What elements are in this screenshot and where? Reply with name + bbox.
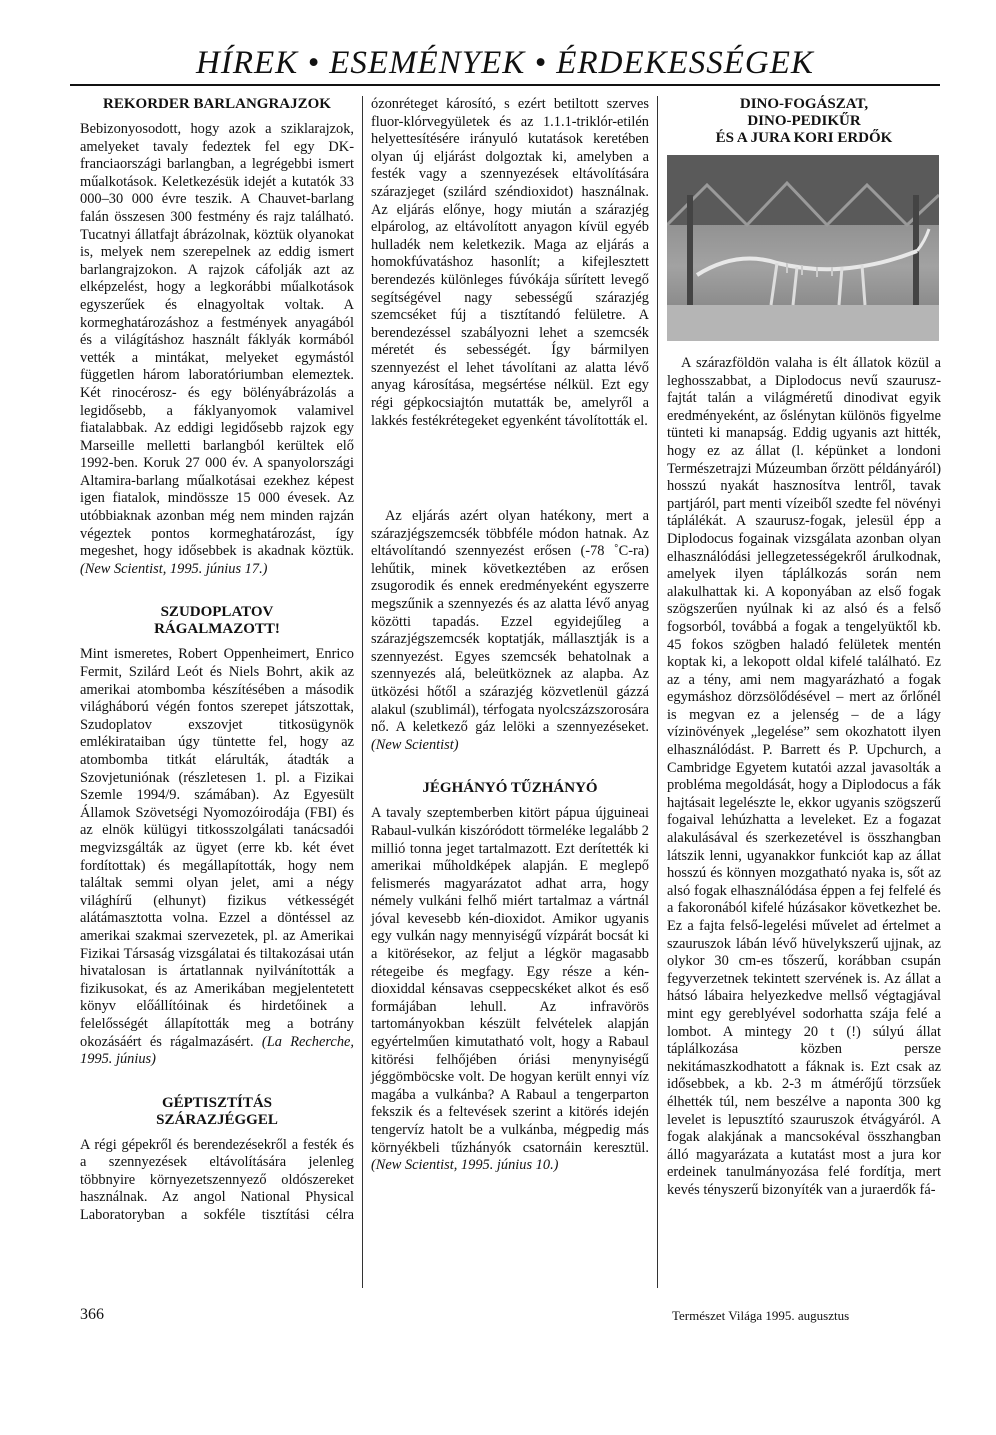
diplodocus-skeleton-photo <box>667 155 939 341</box>
museum-hall-image <box>667 155 939 341</box>
column-divider <box>657 96 658 1288</box>
article-body-jeghanyo: A tavaly szeptemberben kitört pápua újguineai Rabaul-vulkán kiszóródott törmeléke legalább 2 millió tonna jeget tartalmazott. Ezt derítették ki amerikai műholdképek alapján. E meglepő felismerés magyarázatot adhat arra, hogy némely vulkáni felhő miért tartalmaz a vártnál jóval kevesebb kén-dioxidot. Amikor ugyanis egy vulkán nagy mennyiségű vízpárát bocsát ki a kitörésekor, az feljut a légkör magasabb rétegeibe és megfagy. Egy része a kén-dioxiddal kénsavas cseppecskéket alkot és eső formájában lehull. Az infravörös tartományokban készült felvételek alapján egyértelműen kimutatható volt, hogy a Rabaul kitörési felhőjében óriási menynyiségű jéggömböcske volt. De hogyan került ennyi víz magába a vulkánba? A Rabaul a tengerparton fekszik és a feltevések szerint a kitörés idején tengervíz hatolt be a vulkánba, mégpedig más környékbeli tűzhányók csatornáin keresztül. (New Scientist, 1995. június 10.) <box>371 805 649 1174</box>
article-body-rekorder: Bebizonyosodott, hogy azok a sziklarajzok, amelyeket tavaly fedeztek fel egy DK-franciaországi barlangban, a legrégebbi ismert műalkotások. Keletkezésük idejét a kutatók 33 000–30 000 évre teszik. A Chauvet-barlang falán összesen 300 festmény és rajz található. Tucatnyi állatfajt ábrázolnak, köztük olyanokat is, melyek nem szerepelnek az eddig ismert barlangrajzokon. A rajzok cáfolják azt az elképzelést, hogy a legkorábbi műalkotások egyszerűek és elnagyoltak voltak. A kormeghatározáshoz a festmények anyagából és a világításhoz használt fáklyák kormából vették a mintákat, melyeket egymástól független három laboratóriumban elemeztek. Két rinocérosz- és egy bölényábrázolás a legidősebb, a fáklyanyomok valamivel fiatalabbak. Az eddigi legidősebb rajzok egy Marseille melletti barlangból kerültek elő 1992-ben. Koruk 27 000 év. A spanyolországi Altamira-barlang műalkotásai ezekhez képest igen fiatalok, mindössze 15 000 évesek. Az utóbbiaknak azonban még nem minden rajzán végeztek pontos kormeghatározást, így megeshet, hogy idősebbek is akadnak köztük. (New Scientist, 1995. június 17.) <box>80 121 354 577</box>
article-source: (New Scientist, 1995. június 10.) <box>371 1157 559 1174</box>
article-title-dino: DINO-FOGÁSZAT, DINO-PEDIKŰR ÉS A JURA KORI ERDŐK <box>715 96 893 146</box>
article-source: (New Scientist, 1995. június 17.) <box>80 560 268 577</box>
journal-footer: Természet Világa 1995. augusztus <box>672 1308 850 1323</box>
article-title-rekorder: REKORDER BARLANGRAJZOK <box>103 96 331 112</box>
article-body-dino: A szárazföldön valaha is élt állatok közül a leghosszabbat, a Diplodocus nevű szaurusz-fajtát talán a világméretű dinodivat egyik eredményeként, az őslénytan különös figyelme tünteti ki manapság. Eddig ugyanis azt hitték, hogy ez az állat (l. képünket a londoni Természetrajzi Múzeumban őrzött példányáról) hosszú nyakát hasznosítva lentről, tavak partjáról, part menti vízeiből szedte fel növényi táplálékát. A szaurusz-fogak, jelesül épp a Diplodocus fogainak vizsgálata azonban olyan elhasználódási jellegzetességekről árulkodnak, amelyek ilyen táplálkozás során nem alakulhattak ki. A koponyában az első fogak szögszerűen nyúlnak ki az alsó és a felső fogsorból, továbbá a fogak a tengelyüktől kb. 45 fokos szögben haladó felületek mentén koptak ki, a lekopott oldal kifelé található. Ez az a tény, ami nem magyarázható a fogak egymáshoz dörzsölődésével – mert az őrlőnél is megvan ez a jelenség – de a lágy vízinövények „legelése” sem okozhatott ilyen elhasználódást. P. Barrett és P. Upchurch, a Cambridge Egyetem kutatói azzal javasolták a probléma megoldását, hogy a Diplodocus a fák hajtásait legelészte le, ekkor ugyanis szögszerű fogaival lehúzhatta a leveleket. Ez a fogazat alakulásával és szerkezetével is összhangban látszik lenni, ugyanakkor funkciót kap az állat hosszú és könnyen mozgatható nyaka is, sőt az alsó fogak elhasználódása éppen a fej felfelé és a fakoronából kifelé húzásakor következhet be. Ez a fajta felső-legelési művelet ad értelmet a szauruszok lábán lévő hüvelykszerű ujjnak, az olykor 30 cm-es tőszerű, korábban csupán fegyverzetnek tekintett szervének is. Az állat a hátsó lábaira helyezkedve mellső végtagjával mint egy gereblyével sodorhatta szája felé a lombot. A mintegy 20 t (!) súlyú állat táplálkozása közben persze nekitámaszkodhatott a fáknak is. Ezt csak az idősebbek, a kb. 2-3 m átmérőjű törzsűek élhették túl, nem beszélve a naponta 300 kg levelet is lepusztító szauruszok étvágyáról. A fogak alakjának a mancsokéval összhangban álló magyarázata a kutatást most a jura kor erdeinek tanulmányozása felé fordítja, mert kevés tényszerű bizonyíték van a juraerdők fá- <box>667 355 941 1198</box>
article-body-geptisztitas-continued: ózonréteget károsító, s ezért betiltott szerves fluor-klórvegyületek és az 1.1.1-triklór-etilén helyettesítésére irányuló kutatások keretében olyan új eljárást dolgoztak ki, amelyben a festék vagy a szennyezések eltávolítására szárazjeget (szilárd széndioxidot) használnak. Az eljárás előnye, hogy miután a szárazjég elpárolog, az eltávolított anyagon kívül egyéb hulladék nem keletkezik. Maga az eljárás a homokfúvatáshoz hasonlít; a kifejlesztett berendezés különleges fúvókája sűrített levegő segítségével nagy sebességű szárazjég szemcséket fúj a tisztítandó felületre. A berendezéssel szabályozni lehet a szemcsék méretét és sebességét. Így bármilyen szennyezést el lehet távolítani az alatta lévő anyag károsítása, megsértése nélkül. Ezt egy régi gépkocsiajtón mutatták be, amelyről a lakkés festékrétegeket egyenként távolították el. <box>371 96 649 429</box>
article-source: (New Scientist) <box>371 736 459 753</box>
article-body-geptisztitas: A régi gépekről és berendezésekről a festék és a szennyezések eltávolítására jelenleg többnyire környezetszennyező oldószereket használnak. Az angol National Physical Laboratoryban a sokféle tisztítási célra <box>80 1136 354 1224</box>
article-title-geptisztitas: GÉPTISZTÍTÁS SZÁRAZJÉGGEL <box>156 1094 278 1128</box>
column-left <box>80 96 354 1225</box>
page-number: 366 <box>80 1306 104 1323</box>
section-header: HÍREK • ESEMÉNYEK • ÉRDEKESSÉGEK <box>70 44 940 86</box>
article-body-szudoplatov: Mint ismeretes, Robert Oppenheimert, Enrico Fermit, Szilárd Leót és Niels Bohrt, akik az amerikai atombomba készítésében a második világháború végén fontos szerepet játszottak, Szudoplatov exszovjet titkosügynök emlékirataiban úgy tüntette fel, hogy az atombomba titkát elárulták, átadták a Szovjetuniónak (részletesen 1. pl. a Fizikai Szemle 1994/9. számában). Az Egyesült Államok Szövetségi Nyomozóirodája (FBI) és az elnök külügyi titkosszolgálati tanácsadói megvizsgálták az ügyet (erre kb. két évet fordítottak) és megállapították, hogy nem találtak semmi olyan jelet, ami a négy világhírű (elhunyt) fizikus vétkességét alátámasztotta volna. Ezzel a döntéssel az amerikai szakmai szervezetek, pl. az Amerikai Fizikai Társaság vizsgálatai és tiltakozásai után hivatalosan is ártatlannak nyilvánították a fizikusokat, és az Amerikában megjelentetett könyv előállítóinak és hirdetőinek a felelősségét állapították meg a botrány okozásáért és rágalmazásért. (La Recherche, 1995. június) <box>80 646 354 1068</box>
column-divider <box>362 96 363 1288</box>
article-title-szudoplatov: SZUDOPLATOV RÁGALMAZOTT! <box>154 604 280 638</box>
column-right <box>667 96 941 1200</box>
column-middle <box>371 96 649 1175</box>
article-body-geptisztitas-p2: Az eljárás azért olyan hatékony, mert a szárazjégszemcsék többféle módon hatnak. Az eltávolítandó szennyezést erősen (-78 ˚C-ra) lehűtik, minek következtében az erősen zsugorodik és ennek eredményeként egyszerre megszűnik a szennyezés és az alatta lévő anyag közötti tapadás. Ezzel egyidejűleg a szárazjégszemcsék koptatják, mállasztják is a szennyezést. Egyes szemcsék behatolnak a szennyezés alá, beleütköznek az alapba. Az ütközési hőtől a szárazjég közvetlenül gázzá alakul (szublimál), térfogata nyolcszázszorosára nő. A keletkező gáz lelöki a szennyezéseket. (New Scientist) <box>371 508 649 753</box>
article-title-jeghanyo: JÉGHÁNYÓ TŰZHÁNYÓ <box>422 780 598 797</box>
article-source: (La Recherche, 1995. június) <box>80 1033 354 1068</box>
